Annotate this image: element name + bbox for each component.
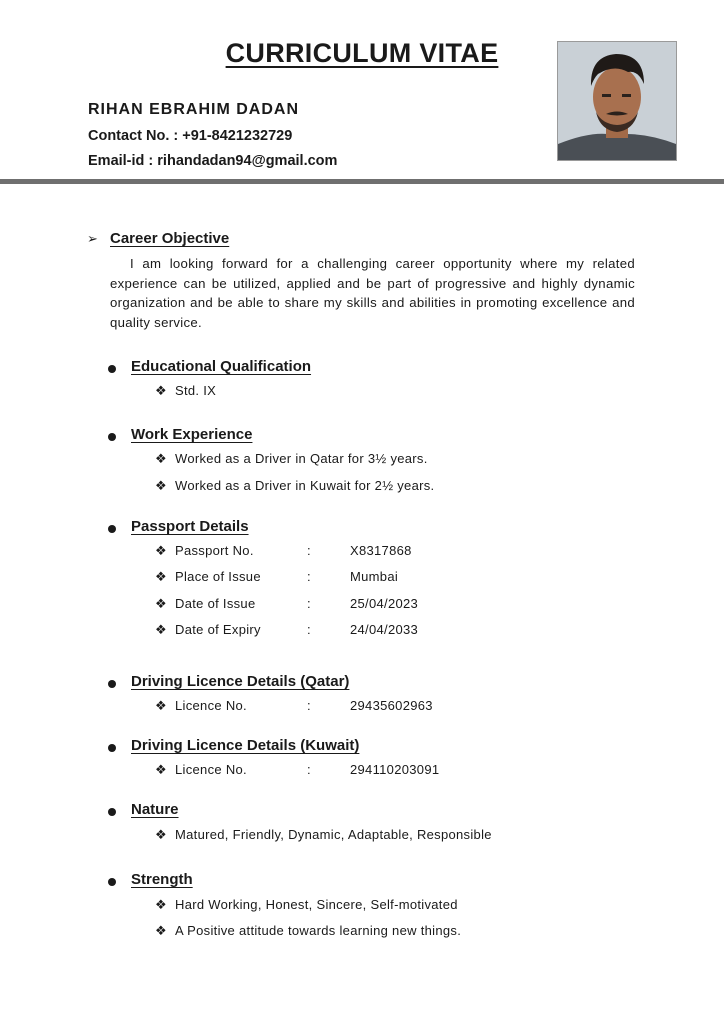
licence-kuwait-heading: Driving Licence Details (Kuwait) <box>131 737 360 754</box>
bullet-icon <box>108 878 116 886</box>
licence-qatar-value: 29435602963 <box>350 698 433 713</box>
career-objective-body: I am looking forward for a challenging career opportunity where my related experience can be utilized, applied and be part of progressive and highly dynamic organization and be able to share my skills and abilities in promoting excellence and quality service. <box>110 256 635 330</box>
licence-qatar-heading: Driving Licence Details (Qatar) <box>131 673 350 690</box>
nature-item: ❖ Matured, Friendly, Dynamic, Adaptable, Responsible <box>155 827 492 842</box>
strength-item: ❖ A Positive attitude towards learning new things. <box>155 923 462 938</box>
separator: : <box>307 698 311 713</box>
diamond-bullet-icon: ❖ <box>155 762 167 777</box>
date-of-issue-value: 25/04/2023 <box>350 596 419 611</box>
place-of-issue-value: Mumbai <box>350 569 399 584</box>
diamond-bullet-icon: ❖ <box>155 478 167 493</box>
separator: : <box>307 569 311 584</box>
separator: : <box>307 762 311 777</box>
document-title: CURRICULUM VITAE <box>225 38 499 68</box>
passport-heading: Passport Details <box>131 518 249 535</box>
work-item: ❖ Worked as a Driver in Kuwait for 2½ years. <box>155 478 435 493</box>
diamond-bullet-icon: ❖ <box>155 383 167 398</box>
diamond-bullet-icon: ❖ <box>155 897 167 912</box>
arrow-bullet-icon: ➢ <box>87 231 98 246</box>
bullet-icon <box>108 365 116 373</box>
work-item: ❖ Worked as a Driver in Qatar for 3½ years. <box>155 451 428 466</box>
passport-number-value: X8317868 <box>350 543 412 558</box>
date-of-expiry-value: 24/04/2033 <box>350 622 419 637</box>
strength-item: ❖ Hard Working, Honest, Sincere, Self-motivated <box>155 897 458 912</box>
candidate-name: RIHAN EBRAHIM DADAN <box>88 101 299 118</box>
passport-label: ❖ Date of Expiry <box>155 622 261 637</box>
licence-label: ❖ Licence No. <box>155 762 247 777</box>
education-item: ❖ Std. IX <box>155 383 217 398</box>
passport-label: ❖ Date of Issue <box>155 596 256 611</box>
passport-label: ❖ Passport No. <box>155 543 254 558</box>
separator: : <box>307 622 311 637</box>
separator: : <box>307 543 311 558</box>
diamond-bullet-icon: ❖ <box>155 622 167 637</box>
diamond-bullet-icon: ❖ <box>155 451 167 466</box>
licence-label: ❖ Licence No. <box>155 698 247 713</box>
email-address: Email-id : rihandadan94@gmail.com <box>88 153 338 169</box>
education-heading: Educational Qualification <box>131 358 312 375</box>
licence-kuwait-value: 294110203091 <box>350 762 440 777</box>
bullet-icon <box>108 680 116 688</box>
career-objective-heading: Career Objective <box>110 230 230 247</box>
diamond-bullet-icon: ❖ <box>155 543 167 558</box>
profile-photo <box>557 41 677 161</box>
diamond-bullet-icon: ❖ <box>155 923 167 938</box>
bullet-icon <box>108 433 116 441</box>
work-experience-heading: Work Experience <box>131 426 253 443</box>
nature-heading: Nature <box>131 801 179 818</box>
contact-number: Contact No. : +91-8421232729 <box>88 128 293 144</box>
bullet-icon <box>108 808 116 816</box>
header-divider <box>0 179 724 184</box>
bullet-icon <box>108 525 116 533</box>
diamond-bullet-icon: ❖ <box>155 596 167 611</box>
separator: : <box>307 596 311 611</box>
passport-label: ❖ Place of Issue <box>155 569 261 584</box>
diamond-bullet-icon: ❖ <box>155 698 167 713</box>
bullet-icon <box>108 744 116 752</box>
diamond-bullet-icon: ❖ <box>155 827 167 842</box>
strength-heading: Strength <box>131 871 193 888</box>
diamond-bullet-icon: ❖ <box>155 569 167 584</box>
career-objective-text <box>110 254 635 332</box>
